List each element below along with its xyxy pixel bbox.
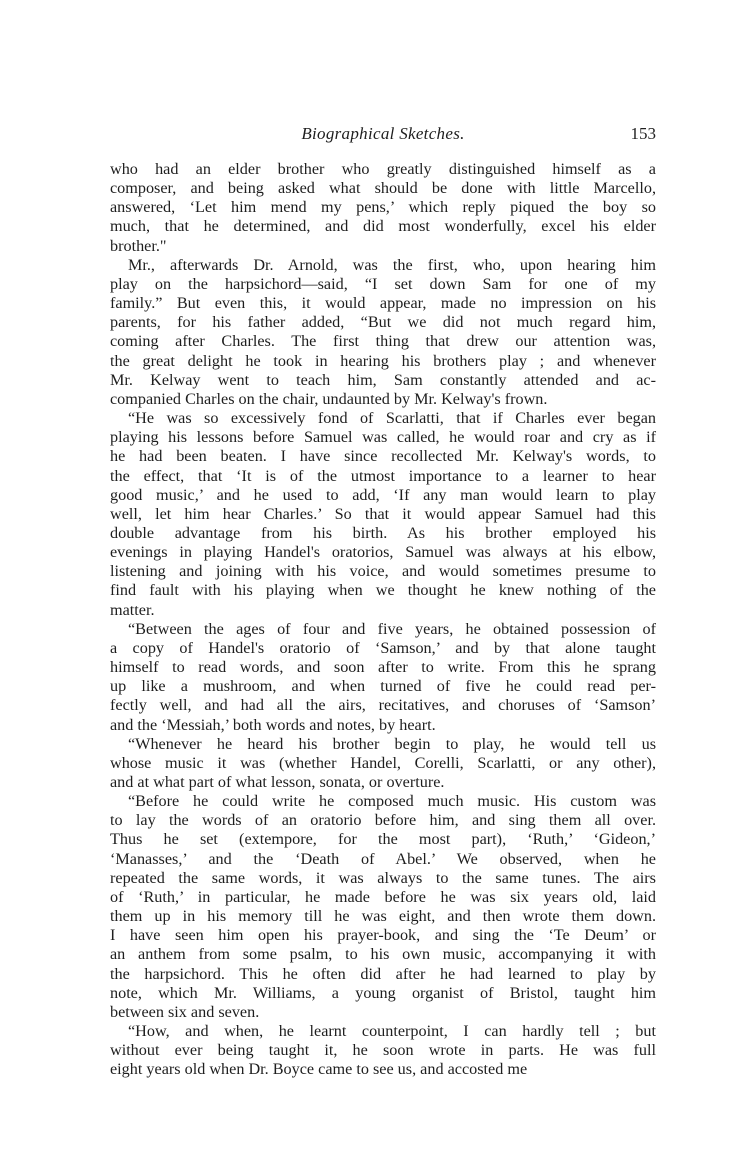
text-line: “Between the ages of four and five years, he obtained possession of bbox=[128, 619, 656, 638]
text-line: an anthem from some psalm, to his own music, accompanying it with bbox=[110, 945, 656, 964]
text-line: of ‘Ruth,’ in particular, he made before he was six years old, laid bbox=[110, 887, 656, 906]
paragraph bbox=[110, 160, 656, 256]
text-line: who had an elder brother who greatly distinguished himself as a bbox=[110, 160, 656, 178]
text-line: matter. bbox=[110, 600, 155, 619]
text-line: playing his lessons before Samuel was called, he would roar and cry as if bbox=[110, 428, 656, 447]
body-text bbox=[110, 160, 656, 1080]
text-line: himself to read words, and soon after to write. From this he sprang bbox=[110, 658, 656, 677]
text-line: companied Charles on the chair, undaunted by Mr. Kelway's frown. bbox=[110, 389, 548, 408]
text-line: composer, and being asked what should be done with little Marcello, bbox=[110, 179, 656, 198]
text-line: fectly well, and had all the airs, recitatives, and choruses of ‘Samson’ bbox=[110, 696, 656, 715]
text-line: listening and joining with his voice, and would sometimes presume to bbox=[110, 562, 656, 581]
text-line: the effect, that ‘It is of the utmost importance to a learner to hear bbox=[110, 466, 656, 485]
text-line: ‘Manasses,’ and the ‘Death of Abel.’ We observed, when he bbox=[110, 849, 656, 868]
text-line: and the ‘Messiah,’ both words and notes, by heart. bbox=[110, 715, 436, 734]
text-line: the great delight he took in hearing his brothers play ; and whenever bbox=[110, 351, 656, 370]
text-line: “Whenever he heard his brother begin to play, he would tell us bbox=[128, 734, 656, 753]
text-line: family.” But even this, it would appear, made no impression on his bbox=[110, 294, 656, 313]
text-line: play on the harpsichord—said, “I set down Sam for one of my bbox=[110, 274, 656, 293]
text-line: without ever being taught it, he soon wrote in parts. He was full bbox=[110, 1041, 656, 1060]
text-line: repeated the same words, it was always to the same tunes. The airs bbox=[110, 868, 656, 887]
text-line: Thus he set (extempore, for the most part), ‘Ruth,’ ‘Gideon,’ bbox=[110, 830, 656, 849]
text-line: Mr., afterwards Dr. Arnold, was the first, who, upon hearing him bbox=[128, 255, 656, 274]
text-line: and at what part of what lesson, sonata, or overture. bbox=[110, 773, 445, 791]
text-line: parents, for his father added, “But we did not much regard him, bbox=[110, 313, 656, 332]
text-line: brother." bbox=[110, 236, 167, 255]
text-line: “How, and when, he learnt counterpoint, I can hardly tell ; but bbox=[128, 1022, 656, 1041]
text-line: them up in his memory till he was eight, and then wrote them down. bbox=[110, 907, 656, 926]
paragraph bbox=[110, 620, 656, 735]
text-line: find fault with his playing when we thought he knew nothing of the bbox=[110, 581, 656, 600]
text-line: I have seen him open his prayer-book, and sing the ‘Te Deum’ or bbox=[110, 926, 656, 945]
text-line: note, which Mr. Williams, a young organist of Bristol, taught him bbox=[110, 983, 656, 1002]
running-head bbox=[110, 124, 656, 148]
text-line: eight years old when Dr. Boyce came to see us, and accosted me bbox=[110, 1060, 528, 1079]
text-line: to lay the words of an oratorio before him, and sing them all over. bbox=[110, 811, 656, 830]
text-line: “Before he could write he composed much music. His custom was bbox=[128, 792, 656, 811]
paragraph bbox=[110, 792, 656, 1022]
paragraph bbox=[110, 256, 656, 409]
text-line: double advantage from his birth. As his brother employed his bbox=[110, 523, 656, 542]
paragraph bbox=[110, 409, 656, 620]
text-line: “He was so excessively fond of Scarlatti, that if Charles ever began bbox=[128, 409, 656, 428]
text-line: Mr. Kelway went to teach him, Sam constantly attended and ac- bbox=[110, 370, 656, 389]
page-number: 153 bbox=[630, 124, 656, 143]
text-line: much, that he determined, and did most wonderfully, excel his elder bbox=[110, 217, 656, 236]
paragraph bbox=[110, 735, 656, 792]
text-line: he had been beaten. I have since recollected Mr. Kelway's words, to bbox=[110, 447, 656, 466]
text-line: evenings in playing Handel's oratorios, Samuel was always at his elbow, bbox=[110, 543, 656, 562]
text-line: answered, ‘Let him mend my pens,’ which reply piqued the boy so bbox=[110, 198, 656, 217]
text-line: up like a mushroom, and when turned of five he could read per- bbox=[110, 677, 656, 696]
text-line: coming after Charles. The first thing that drew our attention was, bbox=[110, 332, 656, 351]
text-line: good music,’ and he used to add, ‘If any man would learn to play bbox=[110, 485, 656, 504]
text-line: well, let him hear Charles.’ So that it would appear Samuel had this bbox=[110, 504, 656, 523]
text-line: a copy of Handel's oratorio of ‘Samson,’ and by that alone taught bbox=[110, 638, 656, 657]
text-line: whose music it was (whether Handel, Corelli, Scarlatti, or any other), bbox=[110, 753, 656, 772]
text-line: the harpsichord. This he often did after he had learned to play by bbox=[110, 964, 656, 983]
running-title: Biographical Sketches. bbox=[301, 124, 465, 143]
paragraph bbox=[110, 1022, 656, 1079]
text-line: between six and seven. bbox=[110, 1002, 260, 1021]
